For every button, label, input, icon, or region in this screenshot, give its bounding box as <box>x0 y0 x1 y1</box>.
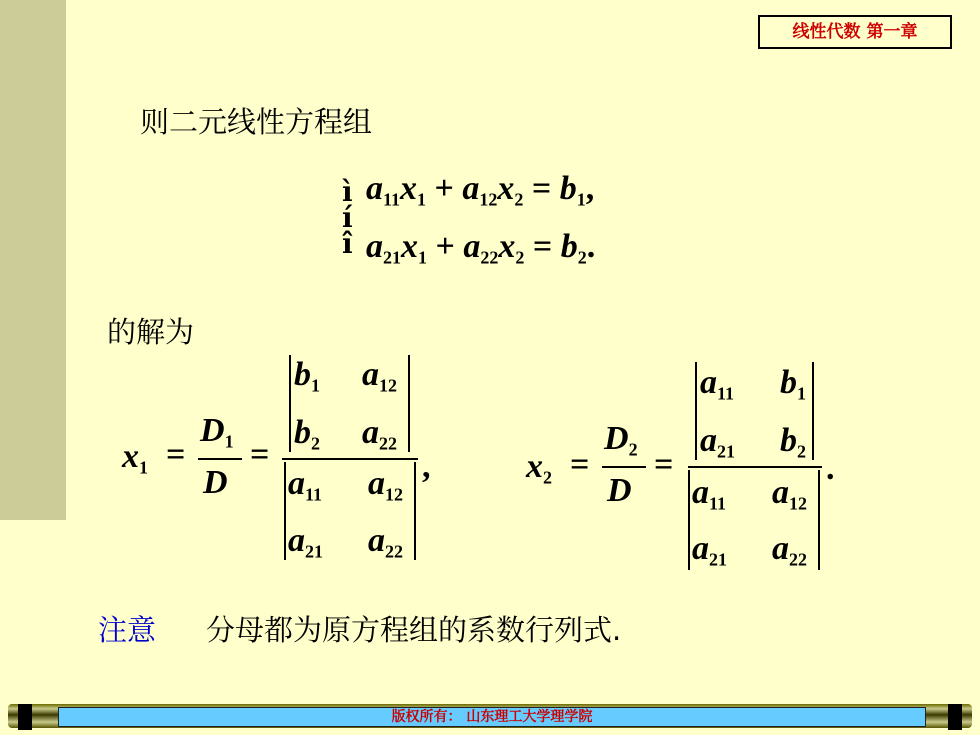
x1-num-b1: $b_1$ <box>294 356 320 396</box>
x2-num-det-left <box>695 362 697 460</box>
left-decorative-bar <box>0 0 66 520</box>
x2-equals: = <box>570 446 590 483</box>
x1-num-a12: $a_{12}$ <box>362 356 397 396</box>
x1-den-det-right <box>414 462 416 560</box>
x2-den-det-left <box>688 470 690 570</box>
x1-num-b2: $b_2$ <box>294 414 320 454</box>
x2-fraction-bar <box>602 466 646 468</box>
note-text: 分母都为原方程组的系数行列式. <box>206 613 622 647</box>
x2-num-b1: $b_1$ <box>780 364 806 404</box>
note-label: 注意 <box>98 613 157 647</box>
x2-num-b2: $b_2$ <box>780 422 806 462</box>
x2-den-a11: $a_{11}$ <box>692 474 727 514</box>
x2-num-det-right <box>812 362 814 460</box>
x2-den-a12: $a_{12}$ <box>772 474 807 514</box>
solution-label: 的解为 <box>107 315 195 349</box>
x2-lhs: $x_2$ <box>526 448 552 488</box>
x1-equals-2: = <box>250 436 270 473</box>
x1-numerator: $D_1$ <box>200 412 234 452</box>
footer-left-cap <box>18 704 32 730</box>
x1-num-a22: $a_{22}$ <box>362 414 397 454</box>
x2-num-a11: $a_{11}$ <box>700 364 735 404</box>
x1-denominator: D <box>203 464 228 501</box>
x2-main-fraction-bar <box>688 466 822 468</box>
chapter-badge: 线性代数 第一章 <box>758 15 952 49</box>
x2-num-a21: $a_{21}$ <box>700 422 735 462</box>
x1-main-fraction-bar <box>282 458 418 460</box>
x1-comma: , <box>422 448 431 485</box>
x2-den-det-right <box>818 470 820 570</box>
x1-num-det-right <box>408 355 410 452</box>
brace-mid: í <box>342 201 353 234</box>
brace-top: ì <box>342 175 353 208</box>
x1-den-a12: $a_{12}$ <box>368 465 403 505</box>
footer-right-cap <box>948 704 962 730</box>
x2-den-a22: $a_{22}$ <box>772 530 807 570</box>
brace-bottom: î <box>342 227 353 260</box>
x1-den-a21: $a_{21}$ <box>288 522 323 562</box>
equation-2: $a_{21}x_1 + a_{22}x_2 = b_2$. <box>366 228 596 268</box>
intro-text: 则二元线性方程组 <box>140 105 373 139</box>
x1-den-a22: $a_{22}$ <box>368 522 403 562</box>
equation-1: $a_{11}x_1 + a_{12}x_2 = b_1$, <box>366 170 595 210</box>
x2-den-a21: $a_{21}$ <box>692 530 727 570</box>
footer-copyright: 版权所有： 山东理工大学理学院 <box>58 707 926 727</box>
x1-num-det-left <box>289 355 291 452</box>
x1-equals: = <box>166 436 186 473</box>
x1-lhs: $x_1$ <box>122 438 148 478</box>
x1-den-det-left <box>284 462 286 560</box>
x1-den-a11: $a_{11}$ <box>288 465 323 505</box>
x1-fraction-bar <box>198 458 242 460</box>
x2-numerator: $D_2$ <box>604 420 638 460</box>
x2-denominator: D <box>607 472 632 509</box>
x2-period: . <box>826 450 835 487</box>
x2-equals-2: = <box>654 446 674 483</box>
